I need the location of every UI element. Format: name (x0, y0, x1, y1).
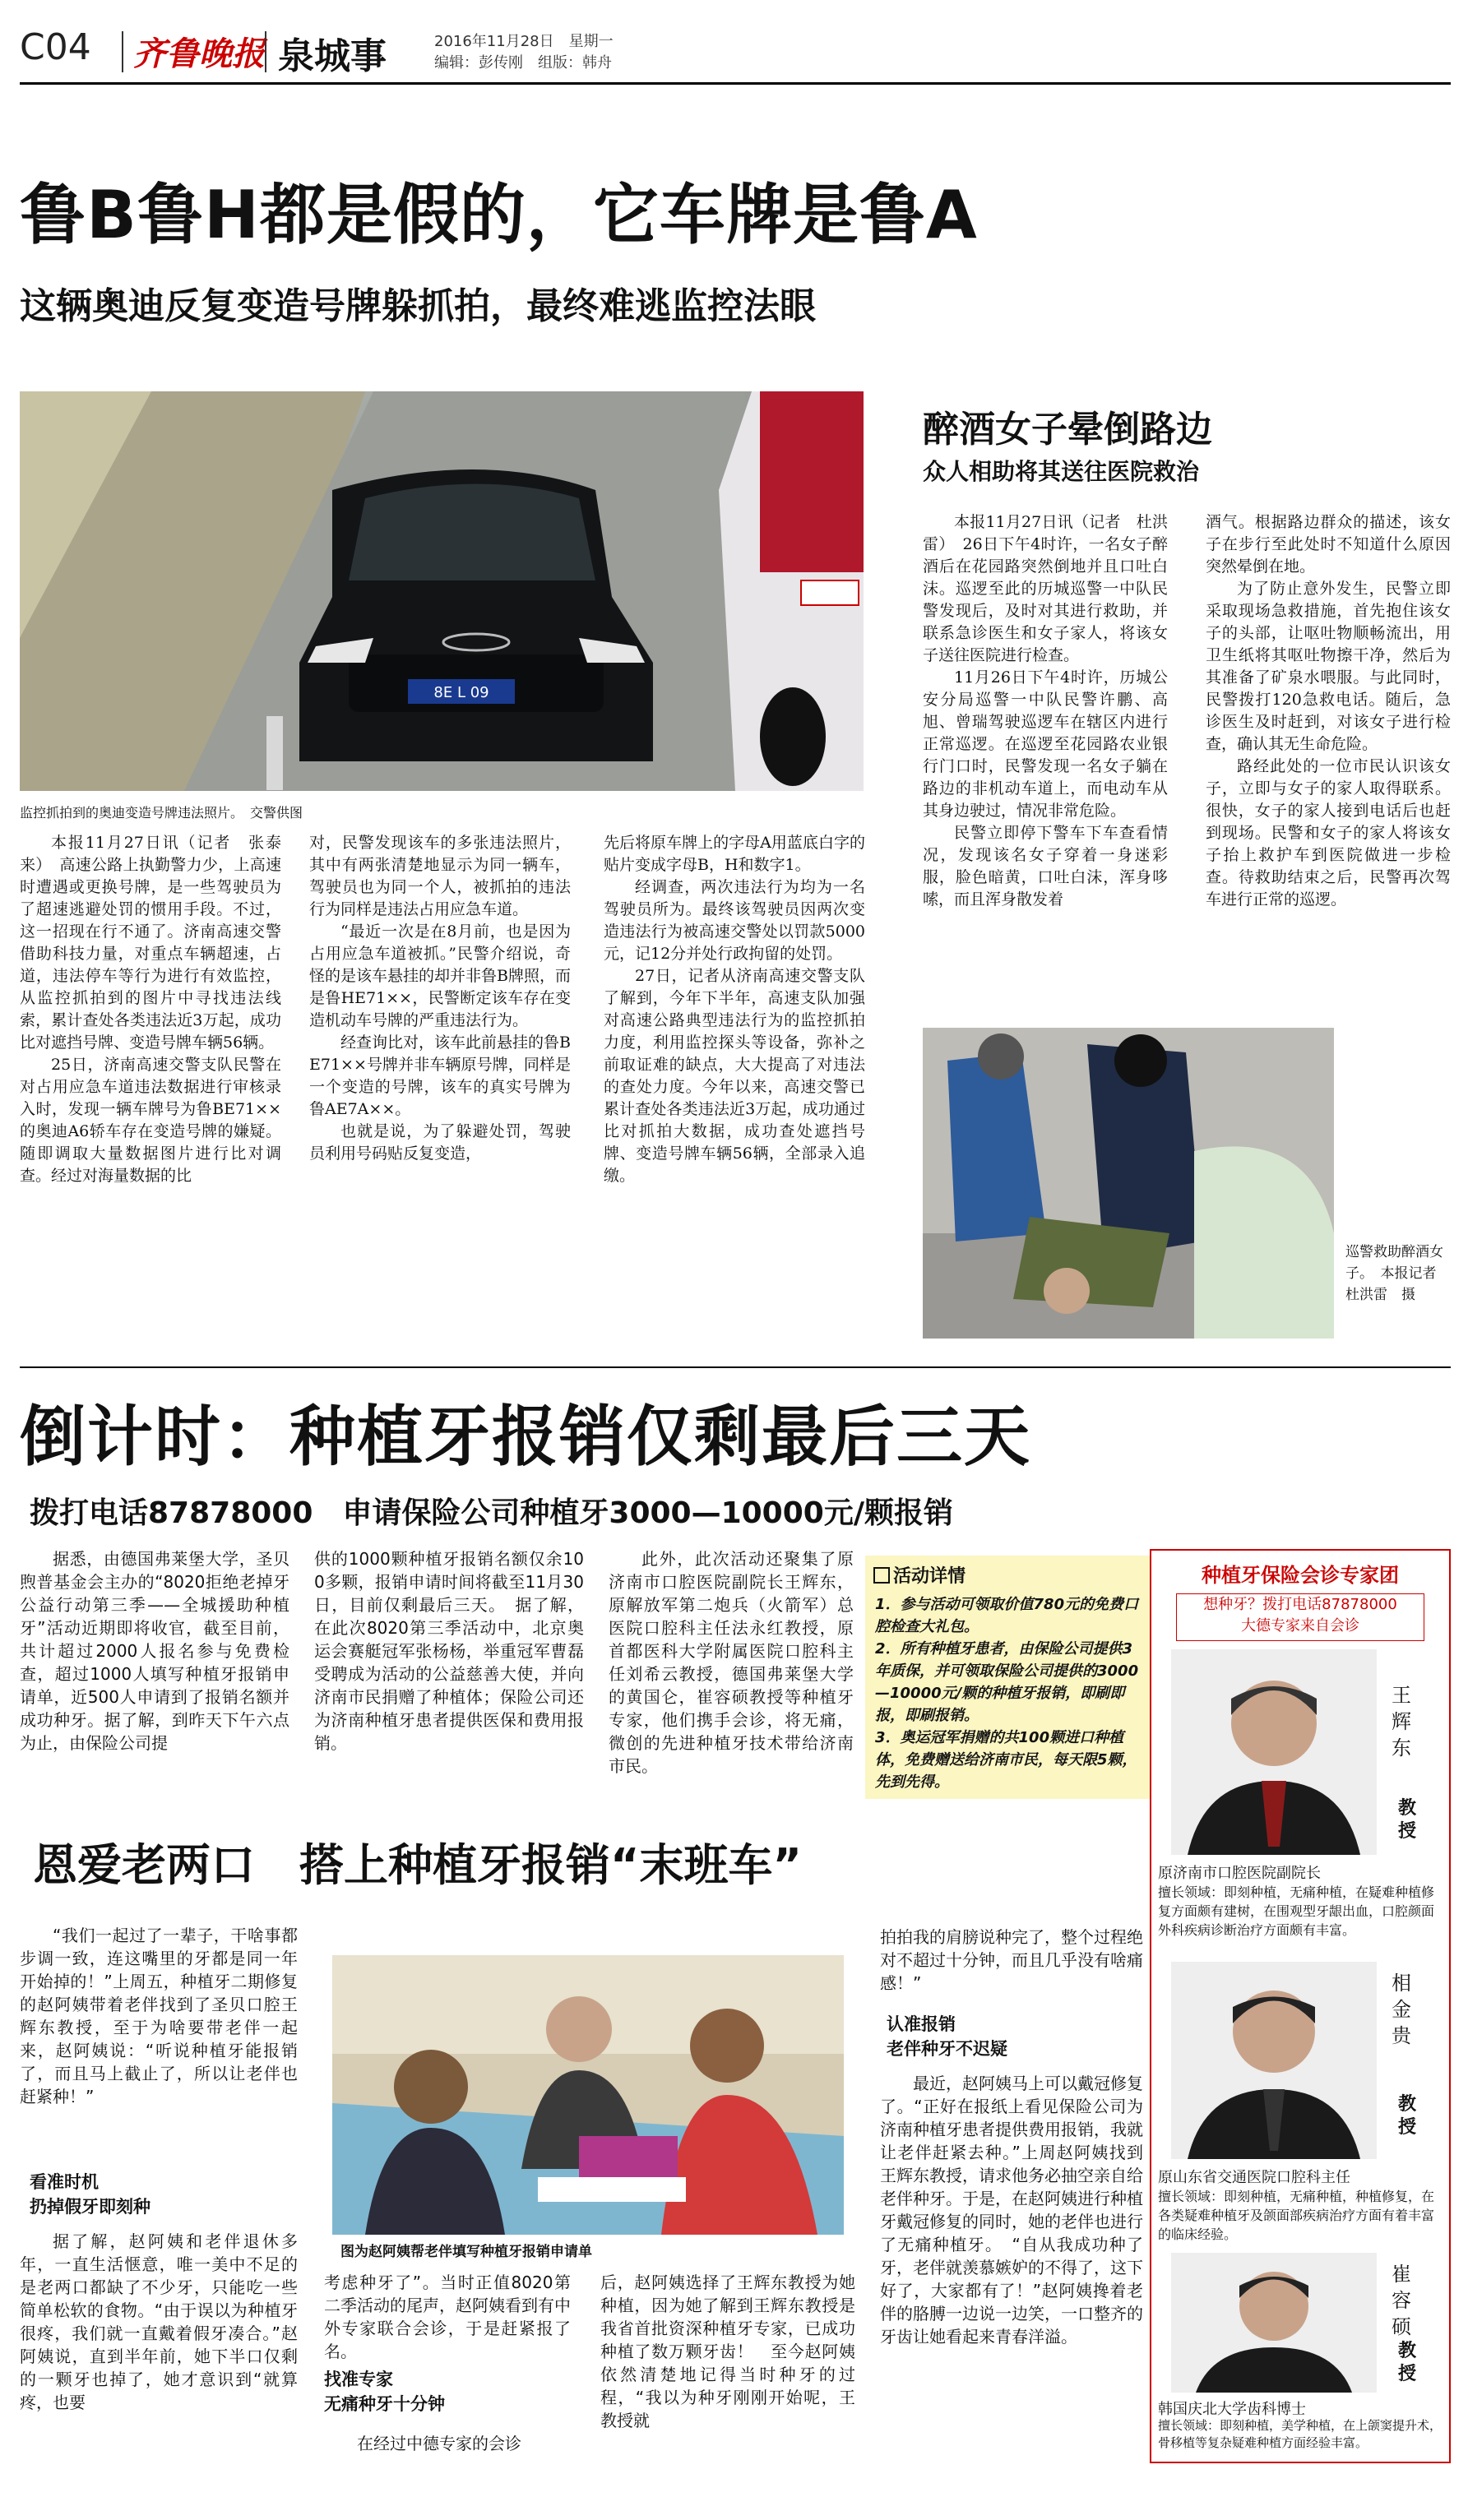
story1-col2 (309, 832, 571, 1325)
story3-col2: 供的1000颗种植牙报销名额仅余100多颗，报销申请时间将截至11月30日，目前仅剩最后三天。 据了解，在此次8020第三季活动中，北京奥运会赛艇冠军张杨杨，举重冠军曹磊受聘成为活动的公益慈善大使，并向济南市民捐赠了种植体；保险公司还为济南种植牙患者提供医保和费用报销。 (314, 1549, 584, 1753)
story2-col1-p3: 民警立即停下警车下车查看情况，发现该名女子穿着一身迷彩服，脸色暗黄，口吐白沫，浑身哆嗦，而且浑身散发着 (923, 824, 1168, 909)
story1-col1-p2: 25日，济南高速交警支队民警在对占用应急车道违法数据进行审核录入时，发现一辆车牌号为鲁BE71××的奥迪A6轿车存在变造号牌的嫌疑。随即调取大量数据图片进行比对调查。经过对海量数据的比 (20, 1056, 281, 1185)
story2-col2 (1206, 511, 1451, 1005)
expert-name: 王辉东 (1392, 1684, 1411, 1759)
license-plate: 8E L 09 (433, 684, 489, 701)
story1-col3-p2: 经调查，两次违法行为均为一名驾驶员所为。最终该驾驶员因两次变造违法行为被高速交警处以罚款5000元，记12分并处行政拘留的处罚。 (604, 878, 865, 963)
story4-sub3: 认准报销 (887, 2014, 956, 2034)
story2-col1-p2: 11月26日下午4时许，历城公安分局巡警一中队民警许鹏、高旭、曾瑞驾驶巡逻车在辖区内进行正常巡逻。在巡逻至花园路农业银行门口时，民警发现一名女子躺在路边的非机动车道上，而电动车从其身边驶过，情况非常危险。 (923, 668, 1168, 820)
expert-panel-banner (1176, 1593, 1424, 1641)
paper-logo: 齐鲁晚报 (133, 35, 265, 73)
story4-col2-tail: 在经过中德专家的会诊 (357, 2434, 521, 2453)
expert-banner-line1: 想种牙？拨打电话87878000 (1203, 1596, 1397, 1613)
expert-panel (1150, 1549, 1451, 2463)
story2-col1-p1: 本报11月27日讯（记者 杜洪雷） 26日下午4时许，一名女子醉酒后在花园路突然倒地并且口吐白沫。巡逻至此的历城巡警一中队民警发现后，及时对其进行救助，并联系急诊医生和女子家人，将该女子送往医院进行检查。 (923, 513, 1168, 664)
story1-col2-p1: 对，民警发现该车的多张违法照片，其中有两张清楚地显示为同一辆车，驾驶员也为同一个人，被抓拍的违法行为同样是违法占用应急车道。 (309, 834, 571, 918)
editor-line: 编辑：彭传刚 组版：韩舟 (434, 54, 612, 72)
expert-portrait (1171, 1649, 1377, 1855)
story1-col1-p1: 本报11月27日讯（记者 张泰来） 高速公路上执勤警力少，上高速时遭遇或更换号牌，是一些驾驶员为了超速逃避处罚的惯用手段。不过，这一招现在行不通了。济南高速交警借助科技力量，对重点车辆超速，占道，违法停车等行为进行有效监控，从监控抓拍到的图片中寻找违法线索，累计查处各类违法近3万起，成功比对遮挡号牌、变造号牌车辆56辆。 (20, 834, 281, 1052)
story4-col4-body: 最近，赵阿姨马上可以戴冠修复了。“正好在报纸上看见保险公司为济南种植牙患者提供费用报销，我就让老伴赶紧去种。”上周赵阿姨找到王辉东教授，请求他务必抽空亲自给老伴种牙。于是，在赵阿姨进行种植牙戴冠修复的同时，她的老伴也进行了无痛种植牙。 “自从我成功种了牙，老伴就羡慕嫉妒的不得了，这下好了，大家都有了！”赵阿姨搀着老伴的胳膊一边说一边笑，一口整齐的牙齿让她看起来青春洋溢。 (880, 2074, 1143, 2347)
story2-col1 (923, 511, 1168, 1005)
story1-col3-p3: 27日，记者从济南高速交警支队了解到，今年下半年，高速支队加强对高速公路典型违法行为的监控抓拍力度，利用监控探头等设备，弥补之前取证难的缺点，大大提高了对违法的查处力度。今年以来，高速交警已累计查处各类违法近3万起，成功通过比对抓拍大数据，成功查处遮挡号牌、变造号牌车辆56辆，全部录入追缴。 (604, 967, 865, 1185)
story4-col1-lead: “我们一起过了一辈子，干啥事都步调一致，连这嘴里的牙都是同一年开始掉的！”上周五，种植牙二期修复的赵阿姨带着老伴找到了圣贝口腔王辉东教授，至于为啥要带老伴一起来，赵阿姨说：“听说种植牙能报销了，而且马上截止了，所以让老伴也赶紧种！” (20, 1926, 298, 2106)
story3-subheadline: 拨打电话87878000 申请保险公司种植牙3000—10000元/颗报销 (30, 1496, 953, 1530)
activity-item: 3．奥运冠军捐赠的共100颗进口种植体，免费赠送给济南市民，每天限5颗，先到先得。 (875, 1729, 1137, 1791)
expert-portrait (1171, 1962, 1377, 2159)
story4-col2-body: 考虑种牙了”。当时正值8020第二季活动的尾声，赵阿姨看到有中外专家联合会诊，于是赶紧报了名。 (324, 2273, 571, 2361)
story1-col2-p2: “最近一次是在8月前，也是因为占用应急车道被抓。”民警介绍说，奇怪的是该车悬挂的却并非鲁B牌照，而是鲁HE71××，民警断定该车存在变造机动车号牌的严重违法行为。 (309, 922, 571, 1029)
story4-sub3b: 老伴种牙不迟疑 (887, 2039, 1007, 2059)
story4-sub2: 找准专家 (324, 2370, 393, 2389)
story4-sub1: 看准时机 (30, 2172, 99, 2192)
masthead-divider (122, 31, 123, 72)
story3-col1: 据悉，由德国弗莱堡大学，圣贝煦普基金会主办的“8020拒绝老掉牙公益行动第三季——全城援助种植牙”活动近期即将收官，截至目前，共计超过2000人报名参与免费检查，超过1000人填写种植牙报销申请单，近500人申请到了报销名额并成功种牙。据了解，到昨天下午六点为止，由保险公司提 (20, 1549, 289, 1753)
activity-box-icon (873, 1567, 890, 1584)
story2-col2-p2: 为了防止意外发生，民警立即采取现场急救措施，首先抱住该女子的头部，让呕吐物顺畅流出，用卫生纸将其呕吐物擦干净，然后为其准备了矿泉水喂服。与此同时，民警拨打120急救电话。随后，急诊医生及时赶到，对该女子进行检查，确认其无生命危险。 (1206, 580, 1451, 753)
expert-org: 原济南市口腔医院副院长 (1158, 1865, 1321, 1882)
story4-col4-top: 拍拍我的肩膀说种完了，整个过程绝对不超过十分钟，而且几乎没有啥痛感！” (880, 1927, 1143, 1993)
expert-desc: 擅长领域：即刻种植，无痛种植，种植修复，在各类疑难种植牙及颌面部疾病治疗方面有着丰富的临床经验。 (1158, 2189, 1435, 2242)
expert-title: 教授 (1398, 2094, 1417, 2138)
expert-org: 韩国庆北大学齿科博士 (1158, 2401, 1306, 2418)
story1-headline: 鲁B鲁H都是假的，它车牌是鲁A (20, 177, 978, 253)
story4-col1-body: 据了解，赵阿姨和老伴退休多年，一直生活惬意，唯一美中不足的是老两口都缺了不少牙，只能吃一些简单松软的食物。“由于误以为种植牙很疼，我们就一直戴着假牙凑合。”赵阿姨说，直到半年前，她下半口仅剩的一颗牙也掉了，她才意识到“就算疼，也要 (20, 2231, 298, 2412)
expert-title: 教授 (1398, 2341, 1417, 2384)
date-line: 2016年11月28日 星期一 (434, 33, 614, 50)
activity-box-title-text: 活动详情 (893, 1566, 966, 1587)
story3-headline: 倒计时：种植牙报销仅剩最后三天 (20, 1399, 1031, 1475)
story1-col3 (604, 832, 865, 1325)
expert-desc: 擅长领域：即刻种植，美学种植，在上颌窦提升术，骨移植等复杂疑难种植方面经验丰富。 (1158, 2418, 1443, 2450)
page-number: C04 (20, 26, 91, 68)
activity-box-title (873, 1562, 966, 1588)
couple-photo (332, 1955, 844, 2235)
rescue-photo-caption: 巡警救助醉酒女子。 本报记者 杜洪雷 摄 (1345, 1244, 1451, 1303)
story4-headline: 恩爱老两口 搭上种植牙报销“末班车” (33, 1839, 802, 1891)
story4-col3-body: 后，赵阿姨选择了王辉东教授为她种植，因为她了解到王辉东教授是我省首批资深种植牙专家，已成功种植了数万颗牙齿！ 至今赵阿姨依然清楚地记得当时种牙的过程，“我以为种牙刚刚开始呢，王教授就 (600, 2273, 855, 2430)
expert-org: 原山东省交通医院口腔科主任 (1158, 2169, 1350, 2186)
story2-subheadline: 众人相助将其送往医院救治 (923, 458, 1200, 485)
story1-col2-p3: 经查询比对，该车此前悬挂的鲁BE71××号牌并非车辆原号牌，同样是一个变造的号牌，该车的真实号牌为鲁AE7A××。 (309, 1033, 571, 1118)
story2-col2-p3: 路经此处的一位市民认识该女子，立即与女子的家人取得联系。很快，女子的家人接到电话后也赶到现场。民警和女子的家人将该女子抬上救护车到医院做进一步检查。待救助结束之后，民警再次驾车进行正常的巡逻。 (1206, 757, 1451, 909)
expert-panel-title: 种植牙保险会诊专家团 (1202, 1564, 1399, 1587)
story4-sub2b: 无痛种牙十分钟 (324, 2394, 445, 2414)
activity-item: 2．所有种植牙患者，由保险公司提供3年质保，并可领取保险公司提供的3000—10000元/颗的种植牙报销，即刷即报，即刷报销。 (875, 1640, 1139, 1724)
story2-headline: 醉酒女子晕倒路边 (923, 409, 1212, 451)
expert-name: 崔容硕 (1392, 2263, 1411, 2338)
story1-col3-p1: 先后将原车牌上的字母A用蓝底白字的贴片变成字母B，H和数字1。 (604, 834, 865, 874)
story2-col2-p1: 酒气。根据路边群众的描述，该女子在步行至此处时不知道什么原因突然晕倒在地。 (1206, 513, 1451, 576)
masthead-divider-2 (265, 31, 266, 72)
story4-sub1b: 扔掉假牙即刻种 (30, 2197, 151, 2217)
activity-box-items (875, 1593, 1142, 1793)
expert-name: 相金贵 (1392, 1972, 1411, 2047)
masthead-rule (20, 82, 1451, 85)
expert-banner-line2: 大德专家来自会诊 (1241, 1617, 1359, 1635)
expert-title: 教授 (1398, 1798, 1417, 1842)
expert-desc: 擅长领域：即刻种植，无痛种植，在疑难种植修复方面颇有建树，在围观型牙龈出血，口腔颜面外科疾病诊断治疗方面颇有丰富。 (1158, 1884, 1435, 1938)
section-name: 泉城事 (278, 35, 387, 77)
activity-box (865, 1556, 1150, 1799)
activity-item: 1．参与活动可领取价值780元的免费口腔检查大礼包。 (875, 1596, 1139, 1635)
rescue-photo (923, 1028, 1334, 1339)
expert-portrait (1171, 2253, 1377, 2393)
story1-subheadline: 这辆奥迪反复变造号牌躲抓拍，最终难逃监控法眼 (20, 285, 816, 327)
story3-col3: 此外，此次活动还聚集了原济南市口腔医院副院长王辉东，原解放军第二炮兵（火箭军）总医院口腔科主任法永红教授，原首都医科大学附属医院口腔科主任刘希云教授，德国弗莱堡大学的黄国仑，崔容硕教授等种植牙专家，他们携手会诊，将无痛，微创的先进种植牙技术带给济南市民。 (609, 1549, 854, 1776)
story3-top-rule (20, 1366, 1451, 1368)
audi-photo (20, 391, 864, 791)
story1-col2-p4: 也就是说，为了躲避处罚，驾驶员利用号码贴反复变造， (309, 1122, 571, 1163)
audi-photo-caption: 监控抓拍到的奥迪变造号牌违法照片。 交警供图 (20, 805, 303, 821)
couple-photo-caption: 图为赵阿姨帮老伴填写种植牙报销申请单 (340, 2244, 592, 2260)
story1-col1 (20, 832, 281, 1325)
